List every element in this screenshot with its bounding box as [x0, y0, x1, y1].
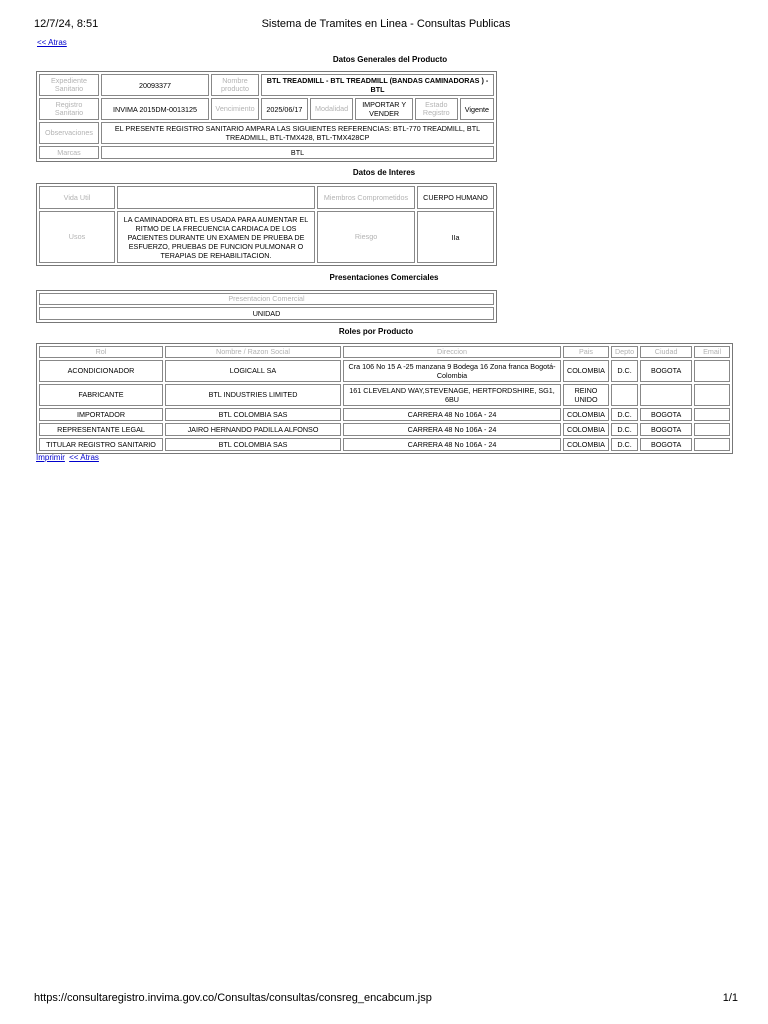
observaciones-value: EL PRESENTE REGISTRO SANITARIO AMPARA LAS SIGUIENTES REFERENCIAS: BTL-770 TREADMILL, BTL TREADMILL, BTL-TMX428, BTL-TMX428CP	[101, 122, 494, 144]
table-row	[39, 360, 730, 382]
role-cell: FABRICANTE	[39, 384, 163, 406]
city-cell: BOGOTA	[640, 423, 692, 436]
roles-header-depto: Depto	[611, 346, 638, 358]
address-cell: Cra 106 No 15 A -25 manzana 9 Bodega 16 Zona franca Bogotá-Colombia	[343, 360, 561, 382]
country-cell: COLOMBIA	[563, 360, 609, 382]
table-row	[39, 384, 730, 406]
roles-table	[36, 343, 733, 454]
print-url: https://consultaregistro.invima.gov.co/Consultas/consultas/consreg_encabcum.jsp	[34, 992, 432, 1004]
estado-label: Estado Registro	[415, 98, 458, 120]
role-cell: TITULAR REGISTRO SANITARIO	[39, 438, 163, 451]
presentacion-header: Presentacion Comercial	[39, 293, 494, 305]
country-cell: COLOMBIA	[563, 438, 609, 451]
city-cell: BOGOTA	[640, 360, 692, 382]
dept-cell	[611, 384, 638, 406]
section-title-interes: Datos de Interes	[352, 168, 416, 177]
roles-header-ciudad: Ciudad	[640, 346, 692, 358]
role-cell: IMPORTADOR	[39, 408, 163, 421]
registro-value: INVIMA 2015DM-0013125	[101, 98, 209, 120]
vida-util-value	[117, 186, 315, 209]
dept-cell: D.C.	[611, 423, 638, 436]
address-cell: 161 CLEVELAND WAY,STEVENAGE, HERTFORDSHIRE, SG1, 6BU	[343, 384, 561, 406]
back-link-top[interactable]: << Atras	[37, 38, 67, 47]
city-cell	[640, 384, 692, 406]
print-date: 12/7/24, 8:51	[34, 18, 99, 30]
country-cell: REINO UNIDO	[563, 384, 609, 406]
section-title-general: Datos Generales del Producto	[332, 55, 448, 64]
expediente-value: 20093377	[101, 74, 209, 96]
registro-label: Registro Sanitario	[39, 98, 99, 120]
name-cell: LOGICALL SA	[165, 360, 341, 382]
interes-data-table	[36, 183, 497, 266]
address-cell: CARRERA 48 No 106A - 24	[343, 423, 561, 436]
city-cell: BOGOTA	[640, 408, 692, 421]
observaciones-label: Observaciones	[39, 122, 99, 144]
expediente-label: Expediente Sanitario	[39, 74, 99, 96]
roles-header-direccion: Direccion	[343, 346, 561, 358]
marcas-label: Marcas	[39, 146, 99, 159]
bottom-links	[36, 453, 101, 462]
back-link-bottom[interactable]: << Atras	[69, 453, 99, 462]
role-cell: REPRESENTANTE LEGAL	[39, 423, 163, 436]
dept-cell: D.C.	[611, 360, 638, 382]
roles-header-nombre: Nombre / Razon Social	[165, 346, 341, 358]
nombre-label: Nombre producto	[211, 74, 259, 96]
print-title: Sistema de Tramites en Linea - Consultas Publicas	[261, 18, 511, 30]
riesgo-value: IIa	[417, 211, 494, 263]
email-cell	[694, 423, 730, 436]
presentaciones-table	[36, 290, 497, 323]
roles-header-email: Email	[694, 346, 730, 358]
presentacion-value: UNIDAD	[39, 307, 494, 320]
miembros-label: Miembros Comprometidos	[317, 186, 415, 209]
section-title-presentaciones: Presentaciones Comerciales	[329, 273, 439, 282]
marcas-value: BTL	[101, 146, 494, 159]
roles-header-pais: Pais	[563, 346, 609, 358]
modalidad-value: IMPORTAR Y VENDER	[355, 98, 412, 120]
name-cell: BTL COLOMBIA SAS	[165, 438, 341, 451]
vencimiento-value: 2025/06/17	[261, 98, 308, 120]
estado-value: Vigente	[460, 98, 494, 120]
dept-cell: D.C.	[611, 408, 638, 421]
modalidad-label: Modalidad	[310, 98, 354, 120]
name-cell: JAIRO HERNANDO PADILLA ALFONSO	[165, 423, 341, 436]
country-cell: COLOMBIA	[563, 408, 609, 421]
city-cell: BOGOTA	[640, 438, 692, 451]
country-cell: COLOMBIA	[563, 423, 609, 436]
roles-header-rol: Rol	[39, 346, 163, 358]
print-link[interactable]: Imprimir	[36, 453, 65, 462]
section-title-roles: Roles por Producto	[338, 327, 414, 336]
role-cell: ACONDICIONADOR	[39, 360, 163, 382]
table-row	[39, 408, 730, 421]
usos-label: Usos	[39, 211, 115, 263]
email-cell	[694, 360, 730, 382]
email-cell	[694, 408, 730, 421]
table-row	[39, 423, 730, 436]
usos-value: LA CAMINADORA BTL ES USADA PARA AUMENTAR EL RITMO DE LA FRECUENCIA CARDIACA DE LOS PACIENTES DURANTE UN EXAMEN DE PRUEBA DE ESFUERZO, PRUEBAS DE FUNCION PULMONAR O TERAPIAS DE REHABILITACION.	[117, 211, 315, 263]
address-cell: CARRERA 48 No 106A - 24	[343, 408, 561, 421]
email-cell	[694, 384, 730, 406]
dept-cell: D.C.	[611, 438, 638, 451]
print-page-number: 1/1	[722, 992, 738, 1004]
general-data-table	[36, 71, 497, 162]
table-row	[39, 438, 730, 451]
email-cell	[694, 438, 730, 451]
vencimiento-label: Vencimiento	[211, 98, 259, 120]
nombre-value: BTL TREADMILL - BTL TREADMILL (BANDAS CAMINADORAS ) - BTL	[261, 74, 494, 96]
name-cell: BTL COLOMBIA SAS	[165, 408, 341, 421]
riesgo-label: Riesgo	[317, 211, 415, 263]
miembros-value: CUERPO HUMANO	[417, 186, 494, 209]
name-cell: BTL INDUSTRIES LIMITED	[165, 384, 341, 406]
vida-util-label: Vida Util	[39, 186, 115, 209]
address-cell: CARRERA 48 No 106A - 24	[343, 438, 561, 451]
